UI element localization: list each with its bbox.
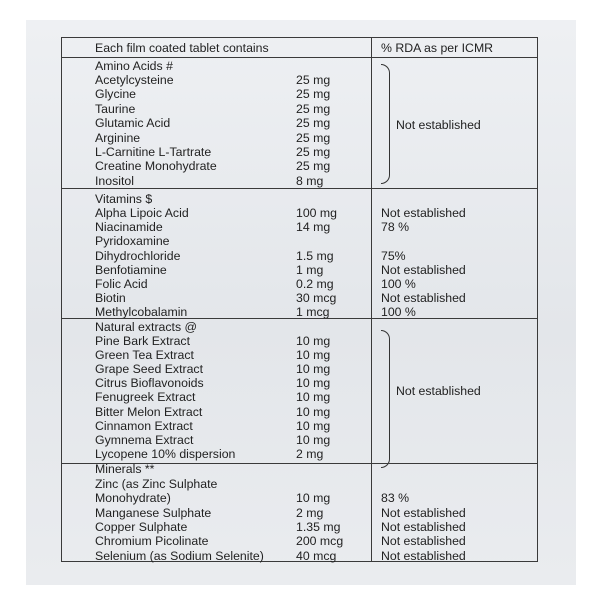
ingredient-name: Lycopene 10% dispersion [95, 446, 236, 461]
ingredient-name: Selenium (as Sodium Selenite) [95, 548, 264, 563]
ingredient-name: Inositol [95, 173, 134, 188]
ingredient-rda: Not established [381, 519, 466, 534]
composition-table [61, 37, 538, 562]
ingredient-dose: 10 mg [296, 432, 331, 447]
ingredient-dose: 10 mg [296, 491, 331, 506]
vitamins-title: Vitamins $ [95, 192, 153, 206]
ingredient-dose: 1.35 mg [296, 519, 341, 534]
ingredient-rda: 75% [381, 248, 406, 263]
ingredient-name: Biotin [95, 291, 126, 306]
ingredient-dose: 25 mg [296, 87, 331, 102]
ingredient-rda: Not established [381, 505, 466, 520]
ingredient-name: Creatine Monohydrate [95, 159, 217, 174]
ingredient-dose: 10 mg [296, 334, 331, 348]
ingredient-name: Fenugreek Extract [95, 390, 196, 405]
ingredient-name: Glutamic Acid [95, 116, 171, 131]
ingredient-dose: 8 mg [296, 173, 324, 188]
ingredient-name: Folic Acid [95, 277, 148, 291]
ingredient-name: Gymnema Extract [95, 432, 194, 447]
header-divider [62, 57, 537, 58]
vitamins-divider [62, 318, 537, 319]
ingredient-dose: 1 mg [296, 262, 324, 277]
header-left: Each film coated tablet contains [95, 41, 269, 55]
amino-divider [62, 188, 537, 189]
ingredient-name: Copper Sulphate [95, 519, 188, 534]
ingredient-dose: 25 mg [296, 101, 331, 116]
ingredient-name: Zinc (as Zinc Sulphate [95, 477, 218, 491]
ingredient-name: Bitter Melon Extract [95, 404, 203, 419]
ingredient-rda: 78 % [381, 220, 410, 235]
ingredient-rda: Not established [381, 534, 466, 549]
ingredient-name: L-Carnitine L-Tartrate [95, 145, 212, 159]
minerals-title: Minerals ** [95, 462, 155, 476]
ingredient-name: Benfotiamine [95, 262, 167, 277]
ingredient-dose: 25 mg [296, 73, 331, 87]
ingredient-name: Alpha Lipoic Acid [95, 206, 189, 220]
ingredient-name: Dihydrochloride [95, 248, 181, 263]
ingredient-dose: 14 mg [296, 220, 331, 235]
ingredient-name: Methylcobalamin [95, 305, 188, 320]
ingredient-rda: Not established [381, 548, 466, 563]
ingredient-name: Green Tea Extract [95, 348, 194, 363]
ingredient-name: Pyridoxamine [95, 234, 170, 249]
amino-title: Amino Acids # [95, 59, 173, 73]
ingredient-dose: 25 mg [296, 116, 331, 131]
ingredient-dose: 2 mg [296, 505, 324, 520]
column-divider [371, 38, 372, 561]
ingredient-name: Manganese Sulphate [95, 505, 212, 520]
ingredient-name: Grape Seed Extract [95, 362, 203, 377]
ingredient-dose: 1 mcg [296, 305, 330, 320]
ingredient-name: Niacinamide [95, 220, 163, 235]
ingredient-rda: Not established [381, 206, 466, 220]
ingredient-rda: Not established [381, 291, 466, 306]
ingredient-name: Arginine [95, 130, 141, 145]
ingredient-dose: 200 mcg [296, 534, 344, 549]
ingredient-dose: 25 mg [296, 159, 331, 174]
ingredient-dose: 25 mg [296, 130, 331, 145]
ingredient-dose: 10 mg [296, 376, 331, 391]
ingredient-dose: 10 mg [296, 404, 331, 419]
ingredient-dose: 1.5 mg [296, 248, 334, 263]
ingredient-dose: 2 mg [296, 446, 324, 461]
ingredient-name: Monohydrate) [95, 491, 171, 506]
ingredient-dose: 10 mg [296, 362, 331, 377]
ingredient-rda: 83 % [381, 491, 410, 506]
ingredient-name: Taurine [95, 101, 136, 116]
header-right: % RDA as per ICMR [381, 41, 494, 55]
ingredient-name: Cinnamon Extract [95, 418, 193, 433]
ingredient-dose: 30 mcg [296, 291, 337, 306]
amino-brace [381, 64, 390, 184]
extracts-rda: Not established [396, 384, 481, 398]
ingredient-dose: 10 mg [296, 418, 331, 433]
extracts-title: Natural extracts @ [95, 320, 198, 334]
ingredient-name: Chromium Picolinate [95, 534, 209, 549]
ingredient-name: Citrus Bioflavonoids [95, 376, 204, 391]
ingredient-rda: 100 % [381, 277, 416, 291]
ingredient-dose: 10 mg [296, 390, 331, 405]
ingredient-rda: Not established [381, 262, 466, 277]
ingredient-name: Glycine [95, 87, 137, 102]
ingredient-dose: 0.2 mg [296, 277, 334, 291]
ingredient-name: Acetylcysteine [95, 73, 174, 87]
ingredient-dose: 40 mcg [296, 548, 337, 563]
ingredient-rda: 100 % [381, 305, 416, 320]
extracts-brace [381, 330, 390, 468]
ingredient-name: Pine Bark Extract [95, 334, 190, 348]
ingredient-dose: 25 mg [296, 145, 331, 159]
ingredient-dose: 10 mg [296, 348, 331, 363]
amino-rda: Not established [396, 118, 481, 132]
ingredient-dose: 100 mg [296, 206, 338, 220]
